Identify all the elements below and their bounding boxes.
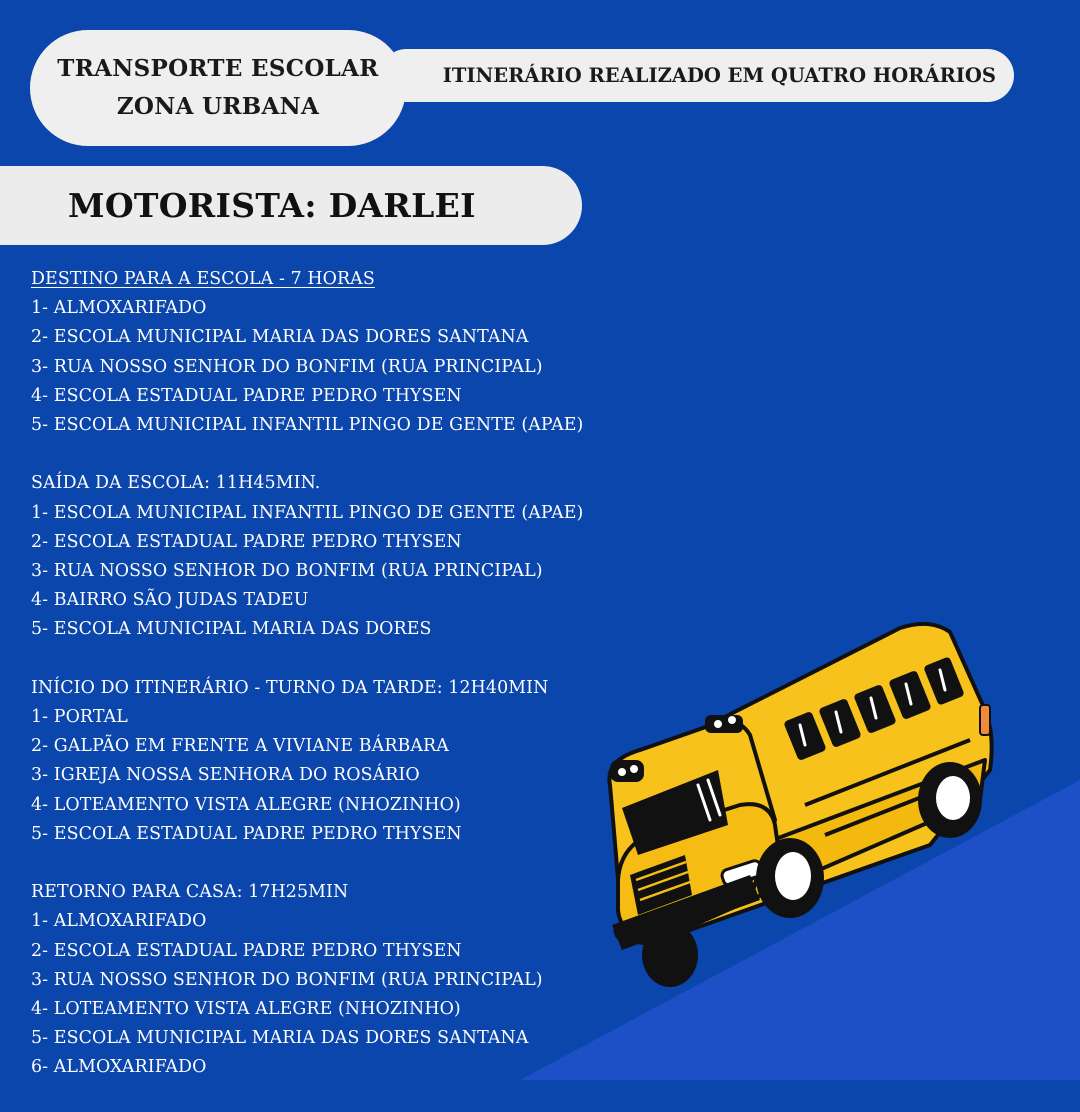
list-item: 4- ESCOLA ESTADUAL PADRE PEDRO THYSEN	[31, 385, 462, 406]
list-item: 1- PORTAL	[31, 707, 128, 728]
list-item: 2- GALPÃO EM FRENTE A VIVIANE BÁRBARA	[31, 736, 449, 757]
list-item: 2- ESCOLA ESTADUAL PADRE PEDRO THYSEN	[31, 531, 462, 552]
list-item: 5- ESCOLA MUNICIPAL MARIA DAS DORES	[31, 619, 432, 640]
section-heading: DESTINO PARA A ESCOLA - 7 HORAS	[31, 269, 375, 289]
title-line-1: TRANSPORTE ESCOLAR	[57, 55, 379, 82]
list-item: 1- ESCOLA MUNICIPAL INFANTIL PINGO DE GENTE (APAE)	[31, 502, 584, 523]
itinerary-list	[31, 265, 631, 1112]
itinerary-subtitle: ITINERÁRIO REALIZADO EM QUATRO HORÁRIOS	[442, 64, 996, 87]
list-item: 1- ALMOXARIFADO	[31, 911, 207, 932]
list-item: 5- ESCOLA MUNICIPAL MARIA DAS DORES SANTANA	[31, 1028, 529, 1049]
list-item: 5- ESCOLA MUNICIPAL INFANTIL PINGO DE GENTE (APAE)	[31, 415, 584, 436]
list-item: 3- IGREJA NOSSA SENHORA DO ROSÁRIO	[31, 765, 420, 786]
list-item: 6- ALMOXARIFADO	[31, 1057, 207, 1078]
driver-pill	[0, 166, 582, 245]
list-item: 4- LOTEAMENTO VISTA ALEGRE (NHOZINHO)	[31, 999, 461, 1020]
list-item: 5- ESCOLA ESTADUAL PADRE PEDRO THYSEN	[31, 823, 462, 844]
list-item: 4- BAIRRO SÃO JUDAS TADEU	[31, 590, 309, 611]
driver-name: MOTORISTA: DARLEI	[68, 186, 476, 225]
section-morning	[31, 265, 631, 440]
list-item: 1- ALMOXARIFADO	[31, 298, 207, 319]
list-item: 2- ESCOLA MUNICIPAL MARIA DAS DORES SANTANA	[31, 327, 529, 348]
list-item: 3- RUA NOSSO SENHOR DO BONFIM (RUA PRINCIPAL)	[31, 969, 543, 990]
list-item: 2- ESCOLA ESTADUAL PADRE PEDRO THYSEN	[31, 940, 462, 961]
section-afternoon	[31, 674, 631, 849]
title-line-2: ZONA URBANA	[116, 93, 320, 120]
title-pill	[30, 30, 406, 146]
section-heading: RETORNO PARA CASA: 17H25MIN	[31, 882, 349, 903]
section-noon	[31, 469, 631, 644]
section-return	[31, 878, 631, 1082]
section-heading: SAÍDA DA ESCOLA: 11H45MIN.	[31, 473, 321, 494]
school-bus-icon	[600, 610, 1020, 1010]
list-item: 3- RUA NOSSO SENHOR DO BONFIM (RUA PRINCIPAL)	[31, 561, 543, 582]
list-item: 4- LOTEAMENTO VISTA ALEGRE (NHOZINHO)	[31, 794, 461, 815]
itinerary-subtitle-pill	[380, 49, 1014, 102]
list-item: 3- RUA NOSSO SENHOR DO BONFIM (RUA PRINCIPAL)	[31, 356, 543, 377]
section-heading: INÍCIO DO ITINERÁRIO - TURNO DA TARDE: 12H40MIN	[31, 677, 549, 698]
